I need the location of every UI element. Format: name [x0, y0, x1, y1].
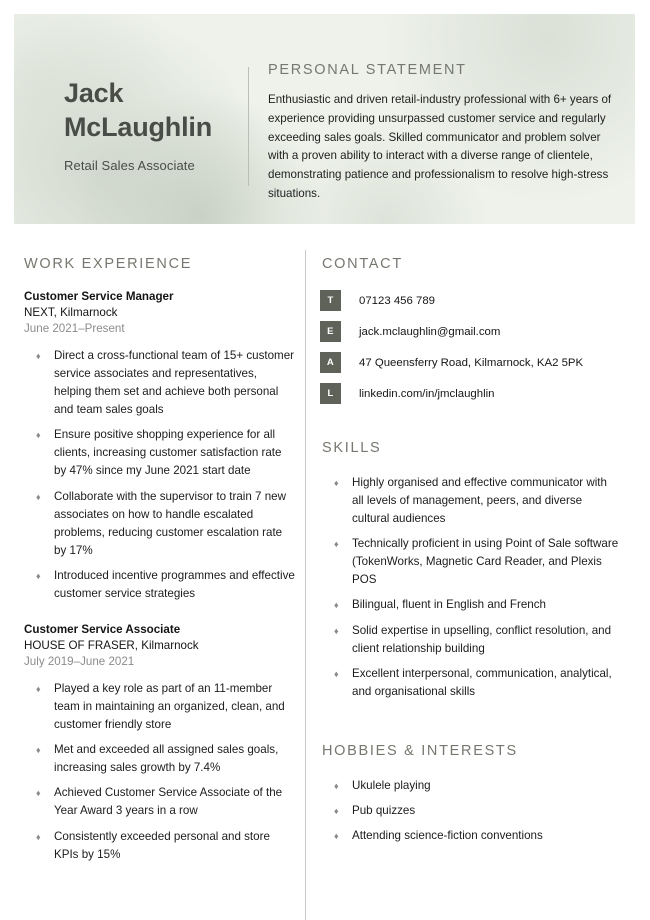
list-item	[24, 567, 296, 603]
job-title: Customer Service Associate	[24, 623, 181, 637]
list-item-text: Ensure positive shopping experience for all clients, increasing customer satisfaction rate by 47% since my June 2021 start date	[54, 428, 282, 478]
list-item	[24, 488, 296, 560]
diamond-bullet-icon: ♦	[36, 684, 41, 695]
contact-value[interactable]: 07123 456 789	[359, 294, 436, 307]
list-item	[320, 474, 620, 528]
diamond-bullet-icon: ♦	[36, 745, 41, 756]
list-item-text: Met and exceeded all assigned sales goals, increasing sales growth by 7.4%	[54, 743, 279, 775]
work-experience-heading: WORK EXPERIENCE	[24, 256, 193, 272]
jobs-container	[24, 290, 296, 864]
right-column	[320, 256, 620, 852]
list-item-text: Highly organised and effective communicator with all levels of management, peers, and diverse cultural audiences	[352, 476, 607, 526]
list-item	[320, 827, 620, 845]
list-item-text: Played a key role as part of an 11-member team in maintaining an organized, clean, and customer friendly store	[54, 682, 285, 732]
diamond-bullet-icon: ♦	[334, 831, 339, 842]
skills-heading: SKILLS	[322, 440, 382, 456]
job-subtitle: Retail Sales Associate	[64, 158, 195, 174]
diamond-bullet-icon: ♦	[36, 831, 41, 842]
name-block	[64, 76, 249, 173]
list-item-text: Consistently exceeded personal and store KPIs by 15%	[54, 829, 270, 861]
list-item-text: Technically proficient in using Point of Sale software (TokenWorks, Magnetic Card Reader, and Plexis POS	[352, 537, 619, 587]
list-item	[320, 535, 620, 589]
list-item-text: Direct a cross-functional team of 15+ customer service associates and representatives, helping them set and achieve both personal and team sales goals	[54, 349, 295, 417]
header-band	[14, 14, 635, 224]
list-item-text: Collaborate with the supervisor to train 7 new associates on how to handle escalated problems, reducing customer escalation rate by 17%	[54, 489, 286, 557]
list-item-text: Introduced incentive programmes and effective customer service strategies	[54, 568, 295, 600]
first-name: Jack	[64, 78, 124, 108]
contact-heading: CONTACT	[322, 256, 403, 272]
diamond-bullet-icon: ♦	[334, 625, 339, 636]
list-item	[320, 802, 620, 820]
job-title: Customer Service Manager	[24, 290, 174, 303]
list-item	[24, 741, 296, 777]
diamond-bullet-icon: ♦	[36, 430, 41, 441]
hobbies-heading: HOBBIES & INTERESTS	[322, 742, 518, 759]
list-item	[24, 828, 296, 864]
job-dates: June 2021–Present	[24, 322, 125, 335]
contact-value[interactable]: 47 Queensferry Road, Kilmarnock, KA2 5PK	[359, 356, 584, 369]
contact-list	[320, 290, 620, 404]
contact-value[interactable]: jack.mclaughlin@gmail.com	[359, 325, 501, 338]
list-item	[320, 777, 620, 795]
diamond-bullet-icon: ♦	[334, 780, 339, 791]
personal-statement-body: Enthusiastic and driven retail-industry professional with 6+ years of experience providing unsurpassed customer service and regularly exceeding sales goals. Skilled communicator and problem solver with a proven ability to interact with a diverse range of clientele, demonstrating patience and professionalism to resolve high-stress situations.	[268, 93, 612, 200]
job-company: NEXT, Kilmarnock	[24, 306, 118, 319]
list-item	[320, 665, 620, 701]
telephone-icon: T	[320, 290, 341, 311]
list-item	[24, 426, 296, 480]
diamond-bullet-icon: ♦	[36, 351, 41, 361]
column-divider	[305, 250, 306, 920]
list-item-text: Solid expertise in upselling, conflict resolution, and client relationship building	[352, 623, 612, 655]
email-icon: E	[320, 321, 341, 342]
diamond-bullet-icon: ♦	[36, 491, 41, 502]
header-inner	[14, 14, 635, 224]
hobbies-block	[320, 743, 620, 845]
contact-value[interactable]: linkedin.com/in/jmclaughlin	[359, 387, 495, 400]
skills-list	[320, 474, 620, 701]
skills-block	[320, 440, 620, 701]
list-item	[24, 347, 296, 419]
contact-row[interactable]	[320, 290, 620, 311]
address-icon: A	[320, 352, 341, 373]
job-company: HOUSE OF FRASER, Kilmarnock	[24, 639, 199, 653]
contact-row[interactable]	[320, 383, 620, 404]
diamond-bullet-icon: ♦	[334, 478, 339, 488]
contact-row[interactable]	[320, 321, 620, 342]
job-entry	[24, 623, 296, 864]
list-item-text: Achieved Customer Service Associate of the Year Award 3 years in a row	[54, 786, 283, 818]
personal-statement-heading: PERSONAL STATEMENT	[268, 62, 467, 78]
header-vertical-divider	[248, 67, 249, 186]
diamond-bullet-icon: ♦	[334, 600, 339, 611]
list-item	[24, 784, 296, 820]
linkedin-icon: L	[320, 383, 341, 404]
hobbies-list	[320, 777, 620, 845]
diamond-bullet-icon: ♦	[334, 668, 339, 679]
last-name: McLaughlin	[64, 112, 212, 143]
left-column	[24, 256, 296, 884]
diamond-bullet-icon: ♦	[334, 805, 339, 816]
list-item-text: Bilingual, fluent in English and French	[352, 598, 546, 612]
contact-row[interactable]	[320, 352, 620, 373]
diamond-bullet-icon: ♦	[334, 539, 339, 550]
list-item-text: Pub quizzes	[352, 803, 416, 817]
personal-statement-block	[268, 62, 618, 204]
list-item-text: Attending science-fiction conventions	[352, 829, 543, 843]
list-item-text: Excellent interpersonal, communication, analytical, and organisational skills	[352, 666, 612, 698]
diamond-bullet-icon: ♦	[36, 788, 41, 799]
diamond-bullet-icon: ♦	[36, 570, 41, 581]
list-item	[320, 596, 620, 614]
list-item	[320, 622, 620, 658]
job-dates: July 2019–June 2021	[24, 655, 135, 669]
list-item	[24, 680, 296, 734]
job-entry	[24, 290, 296, 603]
list-item-text: Ukulele playing	[352, 778, 431, 792]
